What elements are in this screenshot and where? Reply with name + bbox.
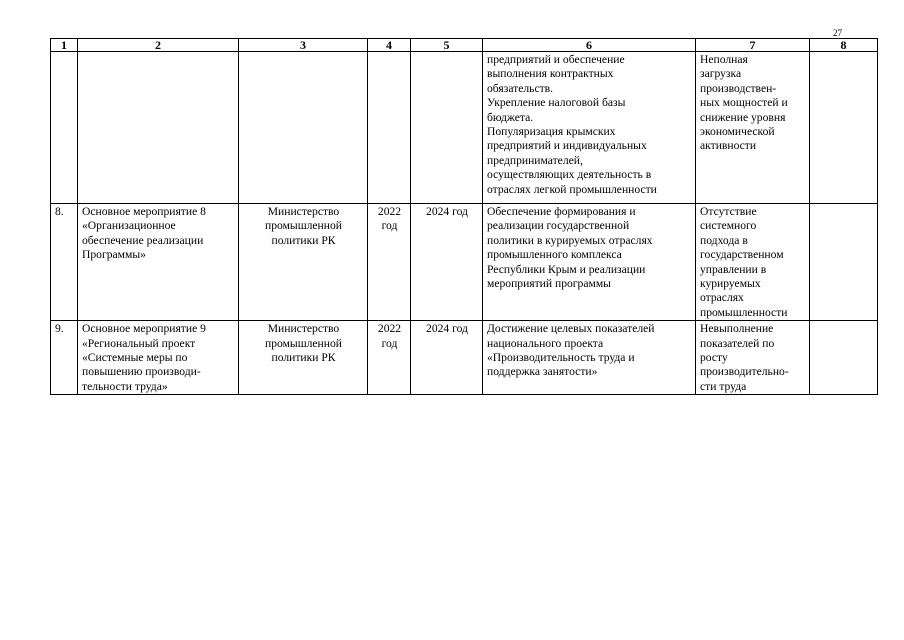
cell-result: предприятий и обеспечение выполнения контрактных обязательств. Укрепление налоговой базы бюджета. Популяризация крымских предприятий и индивидуальных предпринимателей, осуществляющих деятельность в отраслях легкой промышленности: [483, 52, 696, 204]
cell-end: 2024 год: [411, 204, 483, 321]
cell-result: Достижение целевых показателей национального проекта «Производительность труда и поддержка занятости»: [483, 321, 696, 395]
header-row: [51, 39, 878, 52]
col-header-7: 7: [696, 39, 810, 52]
table-row: [51, 204, 878, 321]
cell-consequence: Неполная загрузка производствен- ных мощностей и снижение уровня экономической активности: [696, 52, 810, 204]
cell-connection: [810, 204, 878, 321]
col-header-4: 4: [368, 39, 411, 52]
cell-connection: [810, 321, 878, 395]
cell-executor: [239, 52, 368, 204]
cell-measure: Основное мероприятие 9 «Региональный проект «Системные меры по повышению производи- тельности труда»: [78, 321, 239, 395]
col-header-5: 5: [411, 39, 483, 52]
col-header-8: 8: [810, 39, 878, 52]
measures-table: [50, 38, 878, 395]
cell-end: [411, 52, 483, 204]
table-row: [51, 321, 878, 395]
col-header-3: 3: [239, 39, 368, 52]
cell-num: 9.: [51, 321, 78, 395]
cell-result: Обеспечение формирования и реализации государственной политики в курируемых отраслях промышленного комплекса Республики Крым и реализации мероприятий программы: [483, 204, 696, 321]
col-header-6: 6: [483, 39, 696, 52]
cell-num: [51, 52, 78, 204]
cell-end: 2024 год: [411, 321, 483, 395]
cell-executor: Министерство промышленной политики РК: [239, 321, 368, 395]
cell-consequence: Невыполнение показателей по росту производительно- сти труда: [696, 321, 810, 395]
cell-measure: [78, 52, 239, 204]
table-row: [51, 52, 878, 204]
cell-executor: Министерство промышленной политики РК: [239, 204, 368, 321]
cell-start: [368, 52, 411, 204]
page-number: 27: [833, 28, 842, 38]
col-header-2: 2: [78, 39, 239, 52]
cell-connection: [810, 52, 878, 204]
cell-start: 2022 год: [368, 321, 411, 395]
cell-num: 8.: [51, 204, 78, 321]
cell-consequence: Отсутствие системного подхода в государственном управлении в курируемых отраслях промышленности: [696, 204, 810, 321]
col-header-1: 1: [51, 39, 78, 52]
cell-start: 2022 год: [368, 204, 411, 321]
cell-measure: Основное мероприятие 8 «Организационное обеспечение реализации Программы»: [78, 204, 239, 321]
